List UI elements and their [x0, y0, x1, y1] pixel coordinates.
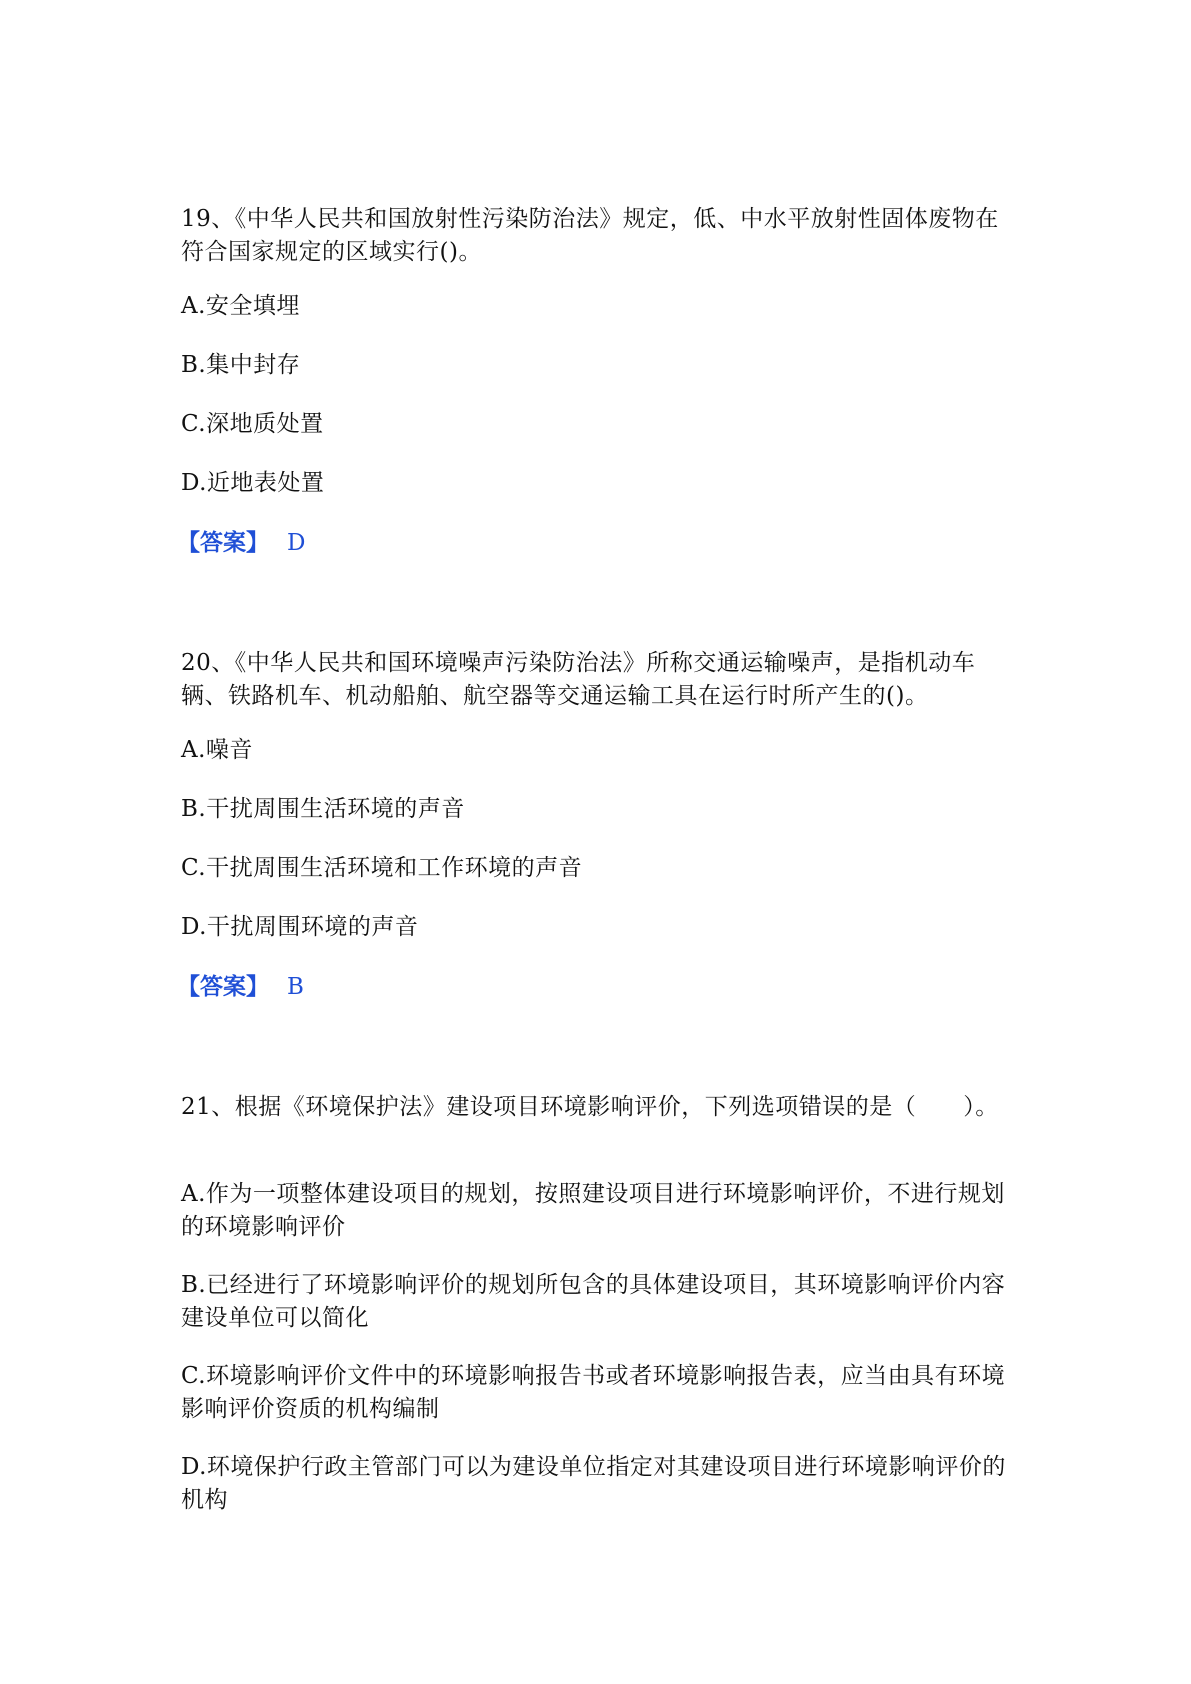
answer-line: [177, 970, 304, 1004]
option-b: B.干扰周围生活环境的声音: [181, 796, 465, 822]
option-a: A.安全填埋: [181, 293, 300, 319]
question-stem: 21、根据《环境保护法》建设项目环境影响评价，下列选项错误的是（ ）。: [181, 1094, 999, 1120]
question-21: [181, 1091, 1011, 1531]
answer-value: B: [287, 974, 304, 1000]
answer-line: [177, 526, 305, 560]
question-stem: 19、《中华人民共和国放射性污染防治法》规定，低、中水平放射性固体废物在符合国家规定的区域实行()。: [181, 206, 999, 265]
option-c: C.环境影响评价文件中的环境影响报告书或者环境影响报告表，应当由具有环境影响评价资质的机构编制: [181, 1363, 1006, 1422]
option-b: B.已经进行了环境影响评价的规划所包含的具体建设项目，其环境影响评价内容建设单位可以简化: [181, 1272, 1006, 1331]
option-c: C.干扰周围生活环境和工作环境的声音: [181, 855, 583, 881]
answer-value: D: [287, 530, 306, 556]
option-a: A.噪音: [181, 737, 253, 763]
option-d: D.环境保护行政主管部门可以为建设单位指定对其建设项目进行环境影响评价的机构: [181, 1454, 1006, 1513]
question-20: [177, 647, 1011, 1000]
question-stem: 20、《中华人民共和国环境噪声污染防治法》所称交通运输噪声，是指机动车辆、铁路机车、机动船舶、航空器等交通运输工具在运行时所产生的()。: [181, 650, 976, 709]
option-d: D.干扰周围环境的声音: [181, 914, 419, 940]
option-d: D.近地表处置: [181, 470, 325, 496]
answer-label: 【答案】: [177, 973, 269, 1000]
answer-label: 【答案】: [177, 529, 269, 556]
option-a: A.作为一项整体建设项目的规划，按照建设项目进行环境影响评价，不进行规划的环境影响评价: [181, 1181, 1005, 1240]
option-c: C.深地质处置: [181, 411, 324, 437]
question-19: [177, 203, 1011, 556]
option-b: B.集中封存: [181, 352, 301, 378]
